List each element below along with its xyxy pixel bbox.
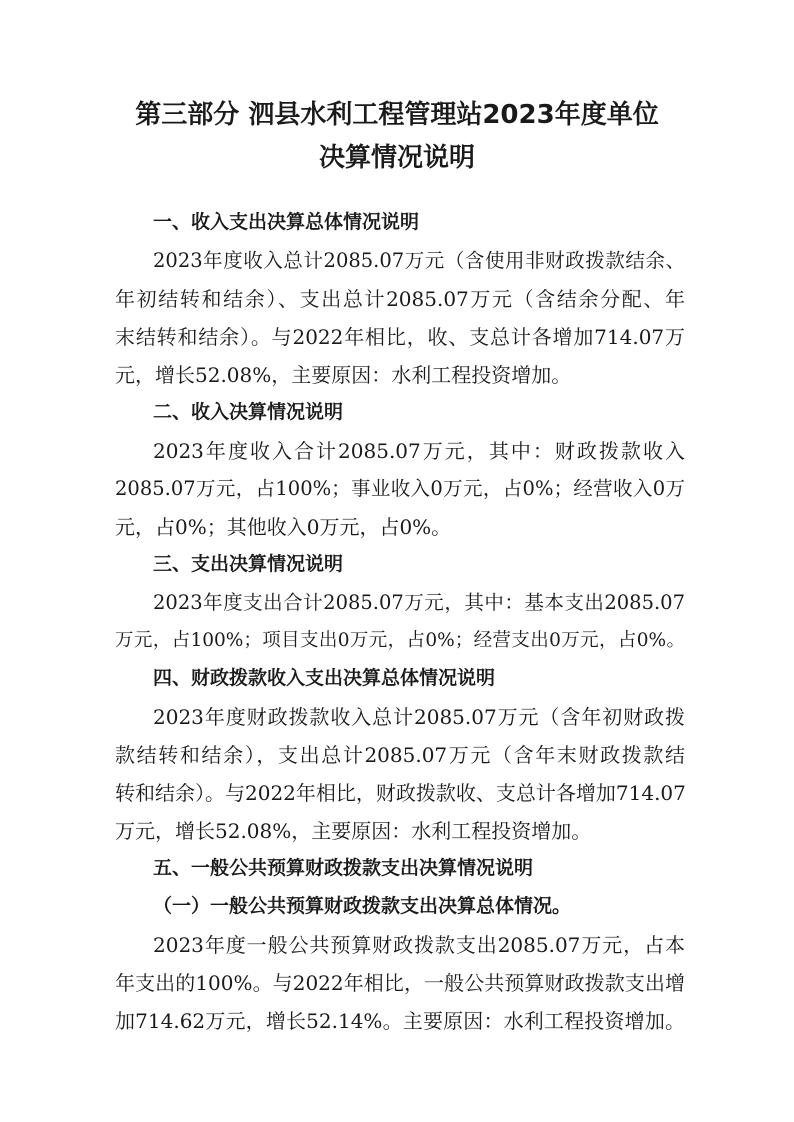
paragraph-line: 款结转和结余），支出总计2085.07万元（含年末财政拨款结 bbox=[115, 743, 685, 767]
paragraph-line: 年支出的100%。与2022年相比，一般公共预算财政拨款支出增 bbox=[115, 971, 685, 995]
paragraph-line: 转和结余）。与2022年相比，财政拨款收、支总计各增加714.07 bbox=[115, 781, 686, 805]
section-heading-5: 五、一般公共预算财政拨款支出决算情况说明 bbox=[153, 857, 534, 879]
paragraph-line: 万元，增长52.08%，主要原因：水利工程投资增加。 bbox=[115, 819, 592, 843]
section-heading-4: 四、财政拨款收入支出决算总体情况说明 bbox=[153, 667, 496, 689]
paragraph-line: 元，增长52.08%，主要原因：水利工程投资增加。 bbox=[115, 363, 572, 387]
document-title-line-1: 第三部分 泗县水利工程管理站2023年度单位 bbox=[135, 100, 659, 130]
section-heading-1: 一、收入支出决算总体情况说明 bbox=[153, 211, 420, 233]
paragraph-line: 2023年度收入总计2085.07万元（含使用非财政拨款结余、 bbox=[153, 249, 685, 272]
section-heading-2: 二、收入决算情况说明 bbox=[153, 401, 344, 423]
paragraph-line: 2023年度支出合计2085.07万元，其中：基本支出2085.07 bbox=[153, 591, 685, 614]
paragraph-line: 万元，占100%；项目支出0万元，占0%；经营支出0万元，占0%。 bbox=[115, 630, 685, 651]
paragraph-line: 年初结转和结余）、支出总计2085.07万元（含结余分配、年 bbox=[115, 287, 685, 311]
paragraph-line: 2023年度收入合计2085.07万元，其中：财政拨款收入 bbox=[153, 439, 685, 463]
document-title-line-2: 决算情况说明 bbox=[318, 143, 475, 173]
paragraph-line: 加714.62万元，增长52.14%。主要原因：水利工程投资增加。 bbox=[115, 1009, 685, 1033]
subsection-heading-5-1: （一）一般公共预算财政拨款支出决算总体情况。 bbox=[153, 895, 572, 917]
section-heading-3: 三、支出决算情况说明 bbox=[153, 553, 344, 575]
paragraph-line: 2085.07万元，占100%；事业收入0万元，占0%；经营收入0万 bbox=[115, 477, 685, 500]
paragraph-line: 2023年度一般公共预算财政拨款支出2085.07万元，占本 bbox=[153, 933, 685, 957]
paragraph-line: 2023年度财政拨款收入总计2085.07万元（含年初财政拨 bbox=[153, 705, 685, 729]
paragraph-line: 末结转和结余）。与2022年相比，收、支总计各增加714.07万 bbox=[115, 325, 685, 349]
paragraph-line: 元，占0%；其他收入0万元，占0%。 bbox=[115, 515, 452, 539]
